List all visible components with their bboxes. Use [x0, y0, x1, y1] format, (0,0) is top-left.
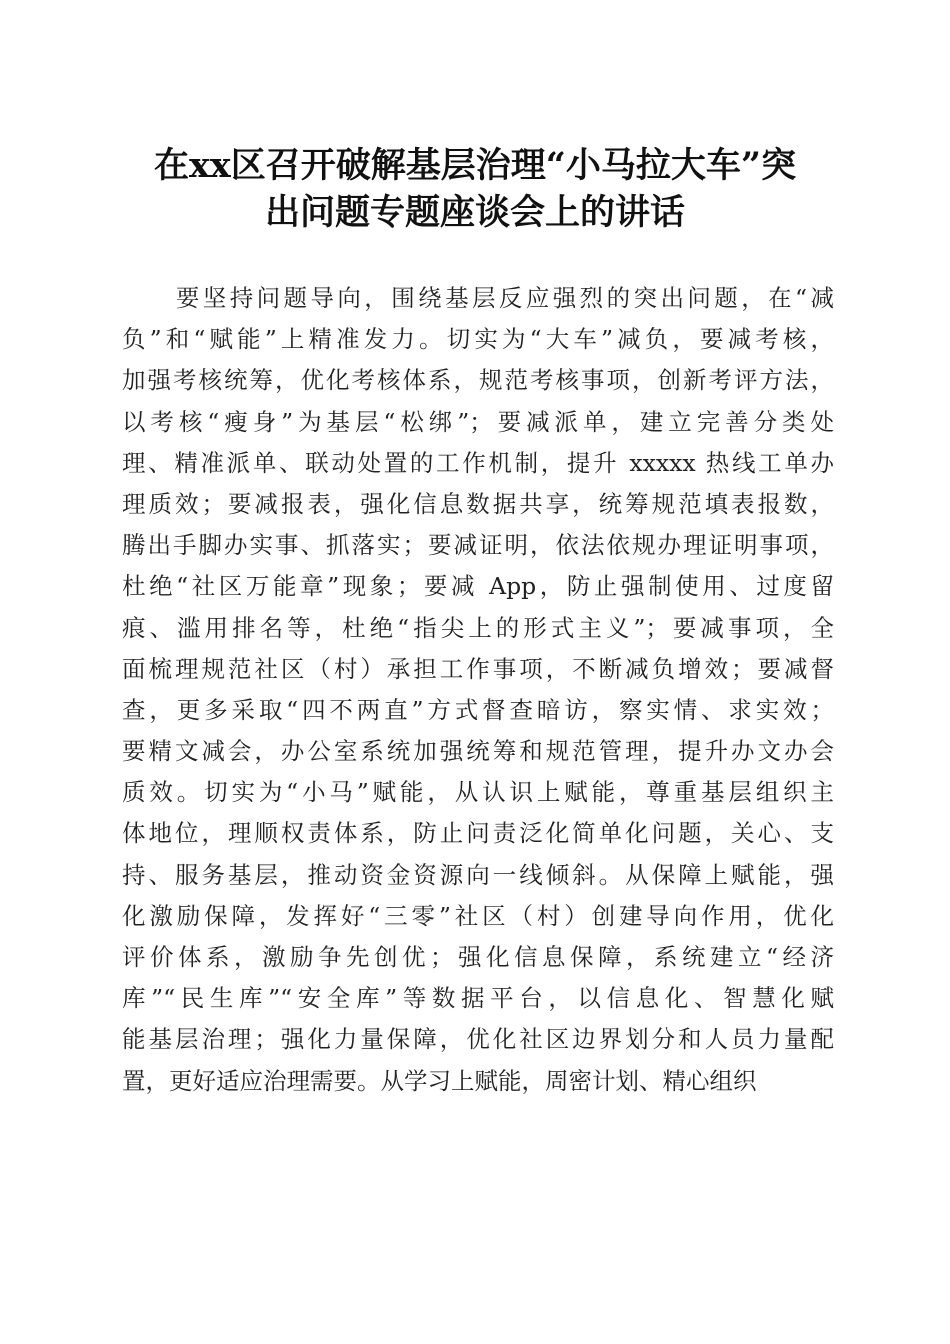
- body-line: 加强考核统筹，优化考核体系，规范考核事项，创新考评方法，: [122, 366, 834, 395]
- document-title-line-1: 在xx区召开破解基层治理“小马拉大车”突: [154, 145, 796, 186]
- document-body: [122, 278, 834, 1102]
- body-line: 痕、滥用排名等，杜绝“指尖上的形式主义”；要减事项，全: [122, 613, 834, 642]
- body-line: 持、服务基层，推动资金资源向一线倾斜。从保障上赋能，强: [122, 860, 834, 889]
- body-line: 面梳理规范社区（村）承担工作事项，不断减负增效；要减督: [122, 654, 834, 683]
- body-line: 要精文减会，办公室系统加强统筹和规范管理，提升办文办会: [122, 737, 834, 766]
- body-line: 腾出手脚办实事、抓落实；要减证明，依法依规办理证明事项，: [122, 531, 834, 560]
- body-line: 体地位，理顺权责体系，防止问责泛化简单化问题，关心、支: [122, 819, 834, 848]
- document-title-line-2: 出问题专题座谈会上的讲话: [264, 192, 685, 233]
- body-line: 负”和“赋能”上精准发力。切实为“大车”减负，要减考核，: [122, 325, 834, 354]
- body-line: 库”“民生库”“安全库”等数据平台，以信息化、智慧化赋: [122, 984, 834, 1013]
- body-line: 以考核“瘦身”为基层“松绑”；要减派单，建立完善分类处: [122, 407, 834, 436]
- body-line: 理质效；要减报表，强化信息数据共享，统筹规范填表报数，: [122, 489, 834, 518]
- body-line: 质效。切实为“小马”赋能，从认识上赋能，尊重基层组织主: [122, 778, 834, 807]
- body-line: 化激励保障，发挥好“三零”社区（村）创建导向作用，优化: [122, 901, 834, 930]
- body-line: 要坚持问题导向，围绕基层反应强烈的突出问题，在“减: [122, 284, 834, 312]
- body-line: 置，更好适应治理需要。从学习上赋能，周密计划、精心组织: [122, 1066, 757, 1095]
- body-line: 评价体系，激励争先创优；强化信息保障，系统建立“经济: [122, 943, 834, 971]
- body-line: 能基层治理；强化力量保障，优化社区边界划分和人员力量配: [122, 1025, 834, 1054]
- body-line: 理、精准派单、联动处置的工作机制，提升 xxxxx 热线工单办: [122, 448, 834, 477]
- body-line: 杜绝“社区万能章”现象；要减 App，防止强制使用、过度留: [122, 572, 834, 601]
- body-line: 查，更多采取“四不两直”方式督查暗访，察实情、求实效；: [122, 695, 834, 724]
